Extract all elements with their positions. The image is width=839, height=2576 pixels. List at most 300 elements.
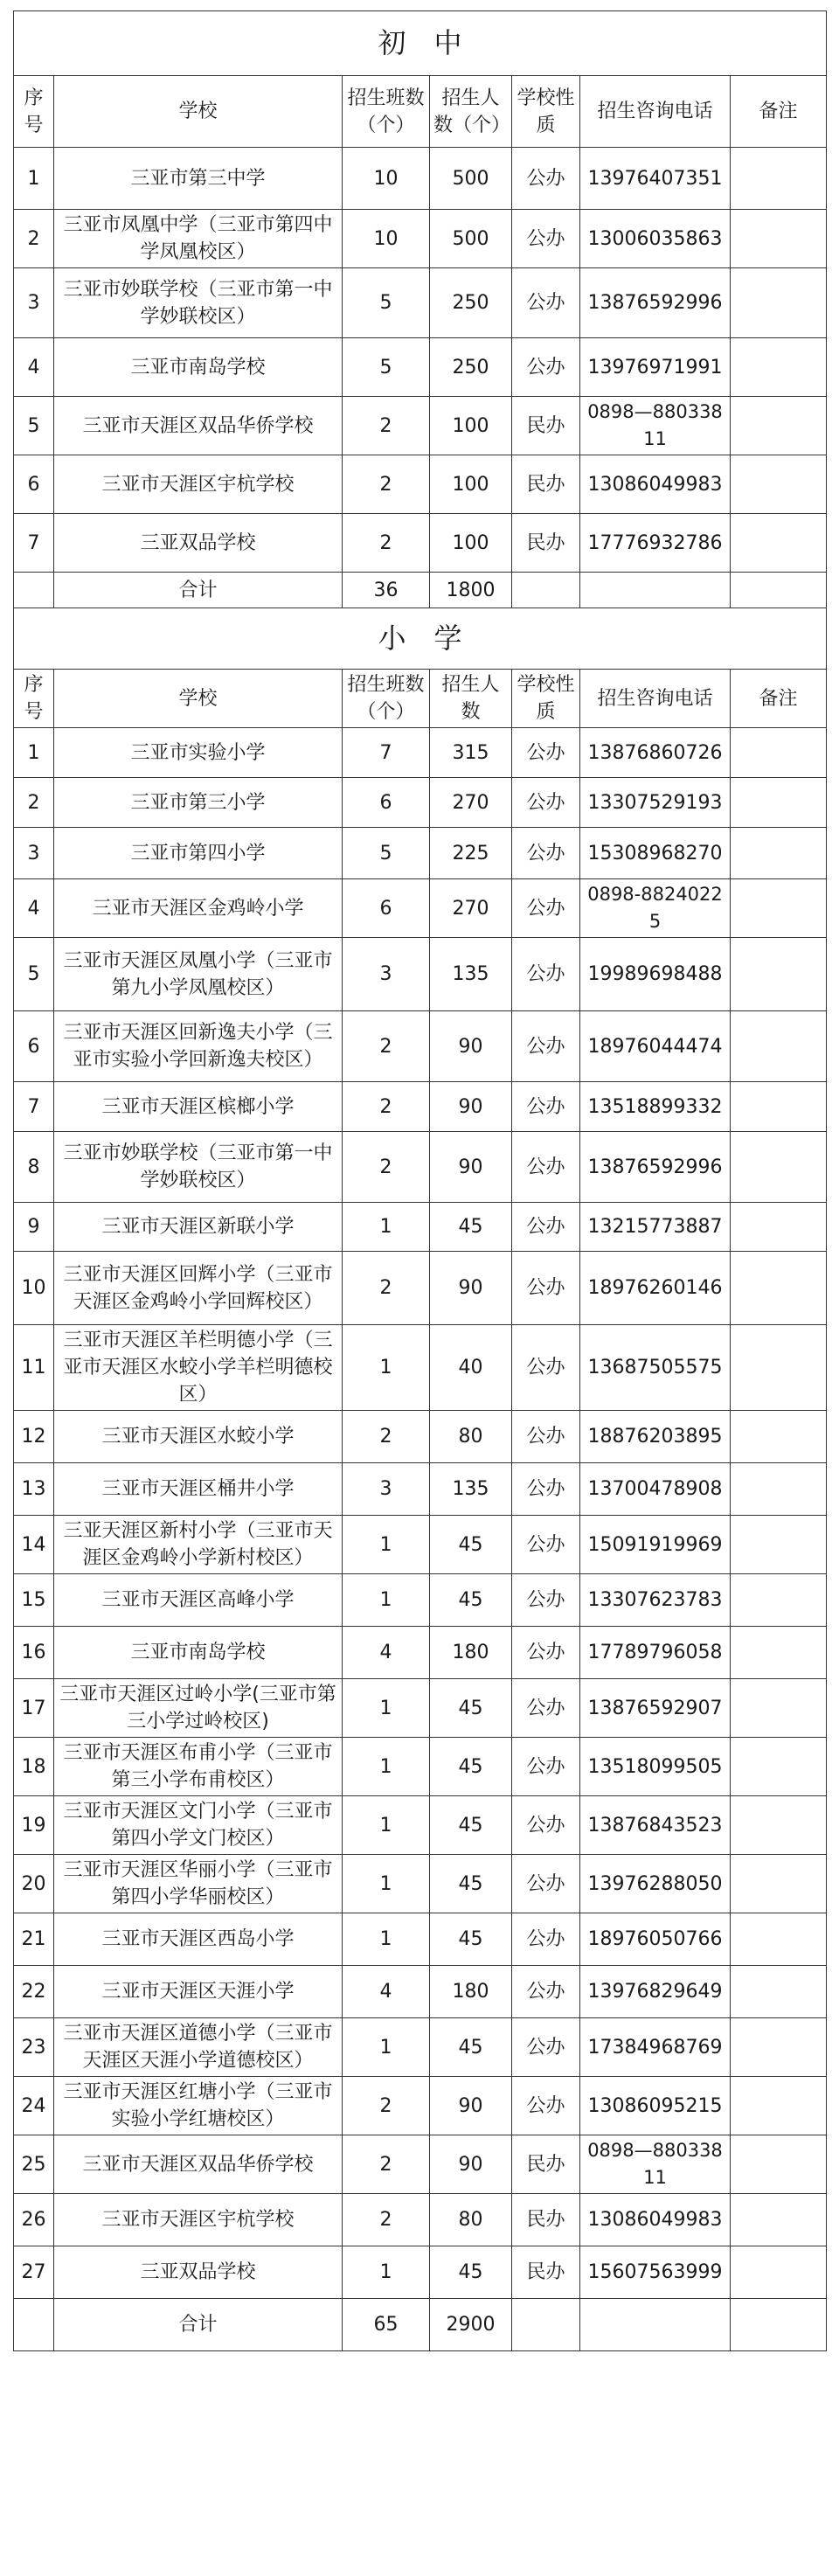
cell [731, 1411, 827, 1463]
cell: 10 [14, 1252, 54, 1325]
cell: 公办 [512, 338, 580, 397]
cell: 45 [430, 2246, 512, 2299]
table-row [14, 1574, 827, 1627]
cell: 公办 [512, 778, 580, 828]
cell: 公办 [512, 728, 580, 778]
cell [512, 2299, 580, 2351]
table-row [14, 1516, 827, 1574]
cell: 135 [430, 1463, 512, 1516]
cell: 2 [343, 2135, 430, 2194]
cell: 180 [430, 1627, 512, 1679]
cell: 13518099505 [580, 1738, 731, 1796]
cell: 公办 [512, 1855, 580, 1913]
cell: 招生人数（个） [430, 76, 512, 148]
cell: 4 [343, 1627, 430, 1679]
cell: 公办 [512, 1913, 580, 1966]
cell: 15091919969 [580, 1516, 731, 1574]
cell: 13876592996 [580, 1132, 731, 1203]
cell: 1 [343, 1855, 430, 1913]
table-row [14, 397, 827, 455]
cell: 23 [14, 2018, 54, 2077]
cell: 90 [430, 2135, 512, 2194]
cell: 学校性质 [512, 76, 580, 148]
table-row [14, 2194, 827, 2246]
cell: 20 [14, 1855, 54, 1913]
cell: 三亚市天涯区高峰小学 [54, 1574, 343, 1627]
cell [731, 1913, 827, 1966]
cell [731, 1966, 827, 2018]
cell: 90 [430, 1132, 512, 1203]
cell: 19989698488 [580, 938, 731, 1011]
cell: 13086049983 [580, 2194, 731, 2246]
cell: 80 [430, 2194, 512, 2246]
table-row [14, 879, 827, 938]
table-row [14, 514, 827, 573]
cell: 三亚市天涯区新联小学 [54, 1203, 343, 1252]
cell [731, 1463, 827, 1516]
cell [731, 514, 827, 573]
table-row [14, 1463, 827, 1516]
cell: 2 [343, 2194, 430, 2246]
cell: 8 [14, 1132, 54, 1203]
table-row [14, 1796, 827, 1855]
cell: 13086095215 [580, 2077, 731, 2135]
cell: 18976260146 [580, 1252, 731, 1325]
cell [14, 2299, 54, 2351]
cell [731, 1252, 827, 1325]
cell [731, 338, 827, 397]
cell: 三亚双品学校 [54, 514, 343, 573]
cell: 45 [430, 1679, 512, 1738]
cell: 270 [430, 778, 512, 828]
cell: 270 [430, 879, 512, 938]
enrollment-sheet [13, 10, 826, 2351]
cell: 17384968769 [580, 2018, 731, 2077]
table-row [14, 1913, 827, 1966]
cell: 45 [430, 1203, 512, 1252]
cell: 公办 [512, 1966, 580, 2018]
cell: 15 [14, 1574, 54, 1627]
cell: 5 [14, 938, 54, 1011]
cell: 公办 [512, 148, 580, 210]
cell: 招生人数 [430, 670, 512, 728]
cell: 25 [14, 2135, 54, 2194]
cell: 三亚市妙联学校（三亚市第一中学妙联校区） [54, 268, 343, 338]
cell [731, 1627, 827, 1679]
cell: 1 [343, 2246, 430, 2299]
cell [731, 879, 827, 938]
cell: 1 [343, 1913, 430, 1966]
cell: 三亚市天涯区槟榔小学 [54, 1082, 343, 1132]
cell: 90 [430, 1082, 512, 1132]
cell: 民办 [512, 455, 580, 514]
cell: 13006035863 [580, 210, 731, 268]
cell: 15308968270 [580, 828, 731, 879]
cell: 三亚市第三中学 [54, 148, 343, 210]
cell: 1 [343, 1325, 430, 1411]
cell: 三亚市天涯区过岭小学(三亚市第三小学过岭校区) [54, 1679, 343, 1738]
cell: 17 [14, 1679, 54, 1738]
table-row [14, 1203, 827, 1252]
cell: 7 [14, 514, 54, 573]
cell [731, 1132, 827, 1203]
cell: 公办 [512, 1679, 580, 1738]
cell: 315 [430, 728, 512, 778]
cell: 500 [430, 148, 512, 210]
cell: 三亚市天涯区回新逸夫小学（三亚市实验小学回新逸夫校区） [54, 1011, 343, 1082]
table-row [14, 1738, 827, 1796]
cell: 公办 [512, 938, 580, 1011]
cell: 公办 [512, 210, 580, 268]
table-row [14, 148, 827, 210]
cell: 学校 [54, 670, 343, 728]
cell: 2 [343, 514, 430, 573]
cell: 4 [343, 1966, 430, 2018]
cell: 民办 [512, 514, 580, 573]
cell: 三亚市天涯区回辉小学（三亚市天涯区金鸡岭小学回辉校区） [54, 1252, 343, 1325]
cell [731, 2299, 827, 2351]
cell: 2 [343, 1082, 430, 1132]
cell: 18 [14, 1738, 54, 1796]
cell: 13518899332 [580, 1082, 731, 1132]
cell: 公办 [512, 1796, 580, 1855]
cell: 公办 [512, 1738, 580, 1796]
cell [731, 573, 827, 608]
cell: 65 [343, 2299, 430, 2351]
enrollment-table [13, 10, 827, 2351]
cell: 序号 [14, 670, 54, 728]
cell: 公办 [512, 1011, 580, 1082]
cell: 三亚市天涯区红塘小学（三亚市实验小学红塘校区） [54, 2077, 343, 2135]
section-title-primary-row [14, 608, 827, 670]
cell: 10 [343, 210, 430, 268]
cell: 100 [430, 514, 512, 573]
table-row [14, 828, 827, 879]
cell: 三亚市实验小学 [54, 728, 343, 778]
cell: 招生班数（个） [343, 76, 430, 148]
cell: 2 [343, 1132, 430, 1203]
cell [731, 148, 827, 210]
cell: 公办 [512, 1252, 580, 1325]
cell: 1 [343, 1738, 430, 1796]
cell: 13687505575 [580, 1325, 731, 1411]
cell: 公办 [512, 879, 580, 938]
cell: 13876592907 [580, 1679, 731, 1738]
cell: 公办 [512, 828, 580, 879]
cell: 学校 [54, 76, 343, 148]
enrollment-table-body [14, 11, 827, 2351]
cell: 三亚市天涯区天涯小学 [54, 1966, 343, 2018]
table-row [14, 268, 827, 338]
cell: 15607563999 [580, 2246, 731, 2299]
cell: 三亚双品学校 [54, 2246, 343, 2299]
cell [580, 573, 731, 608]
cell: 22 [14, 1966, 54, 2018]
cell: 3 [343, 938, 430, 1011]
total-row [14, 573, 827, 608]
cell: 2 [14, 778, 54, 828]
cell: 三亚市天涯区羊栏明德小学（三亚市天涯区水蛟小学羊栏明德校区） [54, 1325, 343, 1411]
cell: 13876843523 [580, 1796, 731, 1855]
cell: 13976829649 [580, 1966, 731, 2018]
cell: 公办 [512, 1203, 580, 1252]
cell: 三亚市天涯区宇杭学校 [54, 455, 343, 514]
cell [731, 1082, 827, 1132]
cell: 13 [14, 1463, 54, 1516]
cell: 27 [14, 2246, 54, 2299]
cell: 100 [430, 455, 512, 514]
cell: 13307623783 [580, 1574, 731, 1627]
cell [580, 2299, 731, 2351]
cell: 45 [430, 1516, 512, 1574]
table-row [14, 1966, 827, 2018]
cell: 2900 [430, 2299, 512, 2351]
table-row [14, 1679, 827, 1738]
cell: 6 [14, 1011, 54, 1082]
cell: 5 [343, 338, 430, 397]
cell: 18976050766 [580, 1913, 731, 1966]
cell: 17776932786 [580, 514, 731, 573]
cell: 公办 [512, 1411, 580, 1463]
cell [731, 728, 827, 778]
cell: 3 [14, 268, 54, 338]
section-title-middle: 初 中 [14, 11, 827, 76]
cell: 45 [430, 1913, 512, 1966]
cell: 26 [14, 2194, 54, 2246]
cell [512, 573, 580, 608]
cell: 1800 [430, 573, 512, 608]
cell: 三亚市第四小学 [54, 828, 343, 879]
cell: 225 [430, 828, 512, 879]
cell [14, 573, 54, 608]
cell [731, 1855, 827, 1913]
cell: 合计 [54, 2299, 343, 2351]
cell: 三亚市南岛学校 [54, 338, 343, 397]
cell: 公办 [512, 1627, 580, 1679]
cell: 1 [343, 1796, 430, 1855]
cell: 13976407351 [580, 148, 731, 210]
cell: 0898—88033811 [580, 2135, 731, 2194]
cell: 3 [14, 828, 54, 879]
cell: 民办 [512, 2194, 580, 2246]
cell: 13976288050 [580, 1855, 731, 1913]
cell [731, 2135, 827, 2194]
cell: 90 [430, 1011, 512, 1082]
table-row [14, 778, 827, 828]
cell: 备注 [731, 76, 827, 148]
cell: 三亚市天涯区桶井小学 [54, 1463, 343, 1516]
cell: 3 [343, 1463, 430, 1516]
cell: 公办 [512, 268, 580, 338]
table-header-row [14, 76, 827, 148]
cell [731, 778, 827, 828]
cell: 13215773887 [580, 1203, 731, 1252]
cell: 1 [343, 1203, 430, 1252]
cell: 19 [14, 1796, 54, 1855]
cell: 学校性质 [512, 670, 580, 728]
cell: 18876203895 [580, 1411, 731, 1463]
cell: 36 [343, 573, 430, 608]
cell [731, 2077, 827, 2135]
table-row [14, 2077, 827, 2135]
cell: 5 [14, 397, 54, 455]
cell: 民办 [512, 2135, 580, 2194]
cell [731, 397, 827, 455]
cell: 45 [430, 1738, 512, 1796]
cell: 合计 [54, 573, 343, 608]
cell [731, 1796, 827, 1855]
cell: 13700478908 [580, 1463, 731, 1516]
cell: 2 [343, 455, 430, 514]
cell: 三亚市天涯区布甫小学（三亚市第三小学布甫校区） [54, 1738, 343, 1796]
cell: 公办 [512, 2077, 580, 2135]
cell: 1 [343, 2018, 430, 2077]
cell: 40 [430, 1325, 512, 1411]
cell: 12 [14, 1411, 54, 1463]
cell: 250 [430, 268, 512, 338]
cell: 三亚市凤凰中学（三亚市第四中学凤凰校区） [54, 210, 343, 268]
cell: 100 [430, 397, 512, 455]
cell: 6 [343, 778, 430, 828]
cell: 9 [14, 1203, 54, 1252]
cell: 招生咨询电话 [580, 670, 731, 728]
cell: 4 [14, 879, 54, 938]
cell: 1 [343, 1516, 430, 1574]
table-row [14, 1252, 827, 1325]
cell: 序号 [14, 76, 54, 148]
cell: 三亚天涯区新村小学（三亚市天涯区金鸡岭小学新村校区） [54, 1516, 343, 1574]
cell [731, 2018, 827, 2077]
cell: 招生班数（个） [343, 670, 430, 728]
cell [731, 938, 827, 1011]
table-row [14, 338, 827, 397]
cell: 三亚市天涯区道德小学（三亚市天涯区天涯小学道德校区） [54, 2018, 343, 2077]
cell [731, 1516, 827, 1574]
cell [731, 2246, 827, 2299]
cell: 0898—88033811 [580, 397, 731, 455]
total-row [14, 2299, 827, 2351]
table-row [14, 728, 827, 778]
cell: 2 [343, 2077, 430, 2135]
cell: 90 [430, 1252, 512, 1325]
cell: 1 [14, 728, 54, 778]
cell: 三亚市天涯区西岛小学 [54, 1913, 343, 1966]
cell: 2 [343, 1011, 430, 1082]
cell [731, 455, 827, 514]
cell: 1 [343, 1679, 430, 1738]
cell: 公办 [512, 2018, 580, 2077]
table-row [14, 2018, 827, 2077]
table-row [14, 2135, 827, 2194]
cell [731, 1011, 827, 1082]
cell: 公办 [512, 1516, 580, 1574]
cell: 民办 [512, 2246, 580, 2299]
cell: 三亚市天涯区华丽小学（三亚市第四小学华丽校区） [54, 1855, 343, 1913]
cell [731, 1574, 827, 1627]
cell: 5 [343, 268, 430, 338]
cell: 2 [343, 1252, 430, 1325]
cell: 4 [14, 338, 54, 397]
cell: 三亚市天涯区宇杭学校 [54, 2194, 343, 2246]
cell: 180 [430, 1966, 512, 2018]
table-row [14, 1011, 827, 1082]
cell: 公办 [512, 1463, 580, 1516]
table-row [14, 1411, 827, 1463]
cell: 80 [430, 1411, 512, 1463]
cell: 13876860726 [580, 728, 731, 778]
cell: 13086049983 [580, 455, 731, 514]
cell: 16 [14, 1627, 54, 1679]
table-row [14, 938, 827, 1011]
cell: 三亚市天涯区文门小学（三亚市第四小学文门校区） [54, 1796, 343, 1855]
cell: 民办 [512, 397, 580, 455]
cell [731, 1738, 827, 1796]
cell: 13976971991 [580, 338, 731, 397]
cell: 24 [14, 2077, 54, 2135]
cell: 三亚市天涯区双品华侨学校 [54, 2135, 343, 2194]
cell: 13307529193 [580, 778, 731, 828]
cell [731, 210, 827, 268]
cell: 三亚市第三小学 [54, 778, 343, 828]
cell: 10 [343, 148, 430, 210]
cell: 17789796058 [580, 1627, 731, 1679]
cell: 45 [430, 2018, 512, 2077]
table-row [14, 1855, 827, 1913]
table-row [14, 2246, 827, 2299]
section-title-middle-row [14, 11, 827, 76]
cell: 11 [14, 1325, 54, 1411]
cell: 45 [430, 1796, 512, 1855]
table-row [14, 1082, 827, 1132]
cell: 公办 [512, 1082, 580, 1132]
cell: 500 [430, 210, 512, 268]
cell [731, 1325, 827, 1411]
cell: 三亚市天涯区双品华侨学校 [54, 397, 343, 455]
cell: 21 [14, 1913, 54, 1966]
cell: 2 [343, 1411, 430, 1463]
cell [731, 268, 827, 338]
cell: 13876592996 [580, 268, 731, 338]
cell: 公办 [512, 1132, 580, 1203]
cell [731, 828, 827, 879]
table-row [14, 455, 827, 514]
cell: 1 [14, 148, 54, 210]
cell: 2 [343, 397, 430, 455]
table-row [14, 1325, 827, 1411]
cell: 三亚市天涯区金鸡岭小学 [54, 879, 343, 938]
table-row [14, 1132, 827, 1203]
section-title-primary: 小 学 [14, 608, 827, 670]
cell: 三亚市南岛学校 [54, 1627, 343, 1679]
cell [731, 1679, 827, 1738]
table-header-row [14, 670, 827, 728]
cell: 0898-88240225 [580, 879, 731, 938]
cell: 5 [343, 828, 430, 879]
cell: 2 [14, 210, 54, 268]
cell: 14 [14, 1516, 54, 1574]
cell: 公办 [512, 1325, 580, 1411]
cell: 18976044474 [580, 1011, 731, 1082]
cell: 135 [430, 938, 512, 1011]
cell: 三亚市天涯区水蛟小学 [54, 1411, 343, 1463]
cell: 三亚市天涯区凤凰小学（三亚市第九小学凤凰校区） [54, 938, 343, 1011]
cell: 公办 [512, 1574, 580, 1627]
cell: 6 [14, 455, 54, 514]
cell: 90 [430, 2077, 512, 2135]
cell: 7 [343, 728, 430, 778]
table-row [14, 1627, 827, 1679]
cell: 7 [14, 1082, 54, 1132]
